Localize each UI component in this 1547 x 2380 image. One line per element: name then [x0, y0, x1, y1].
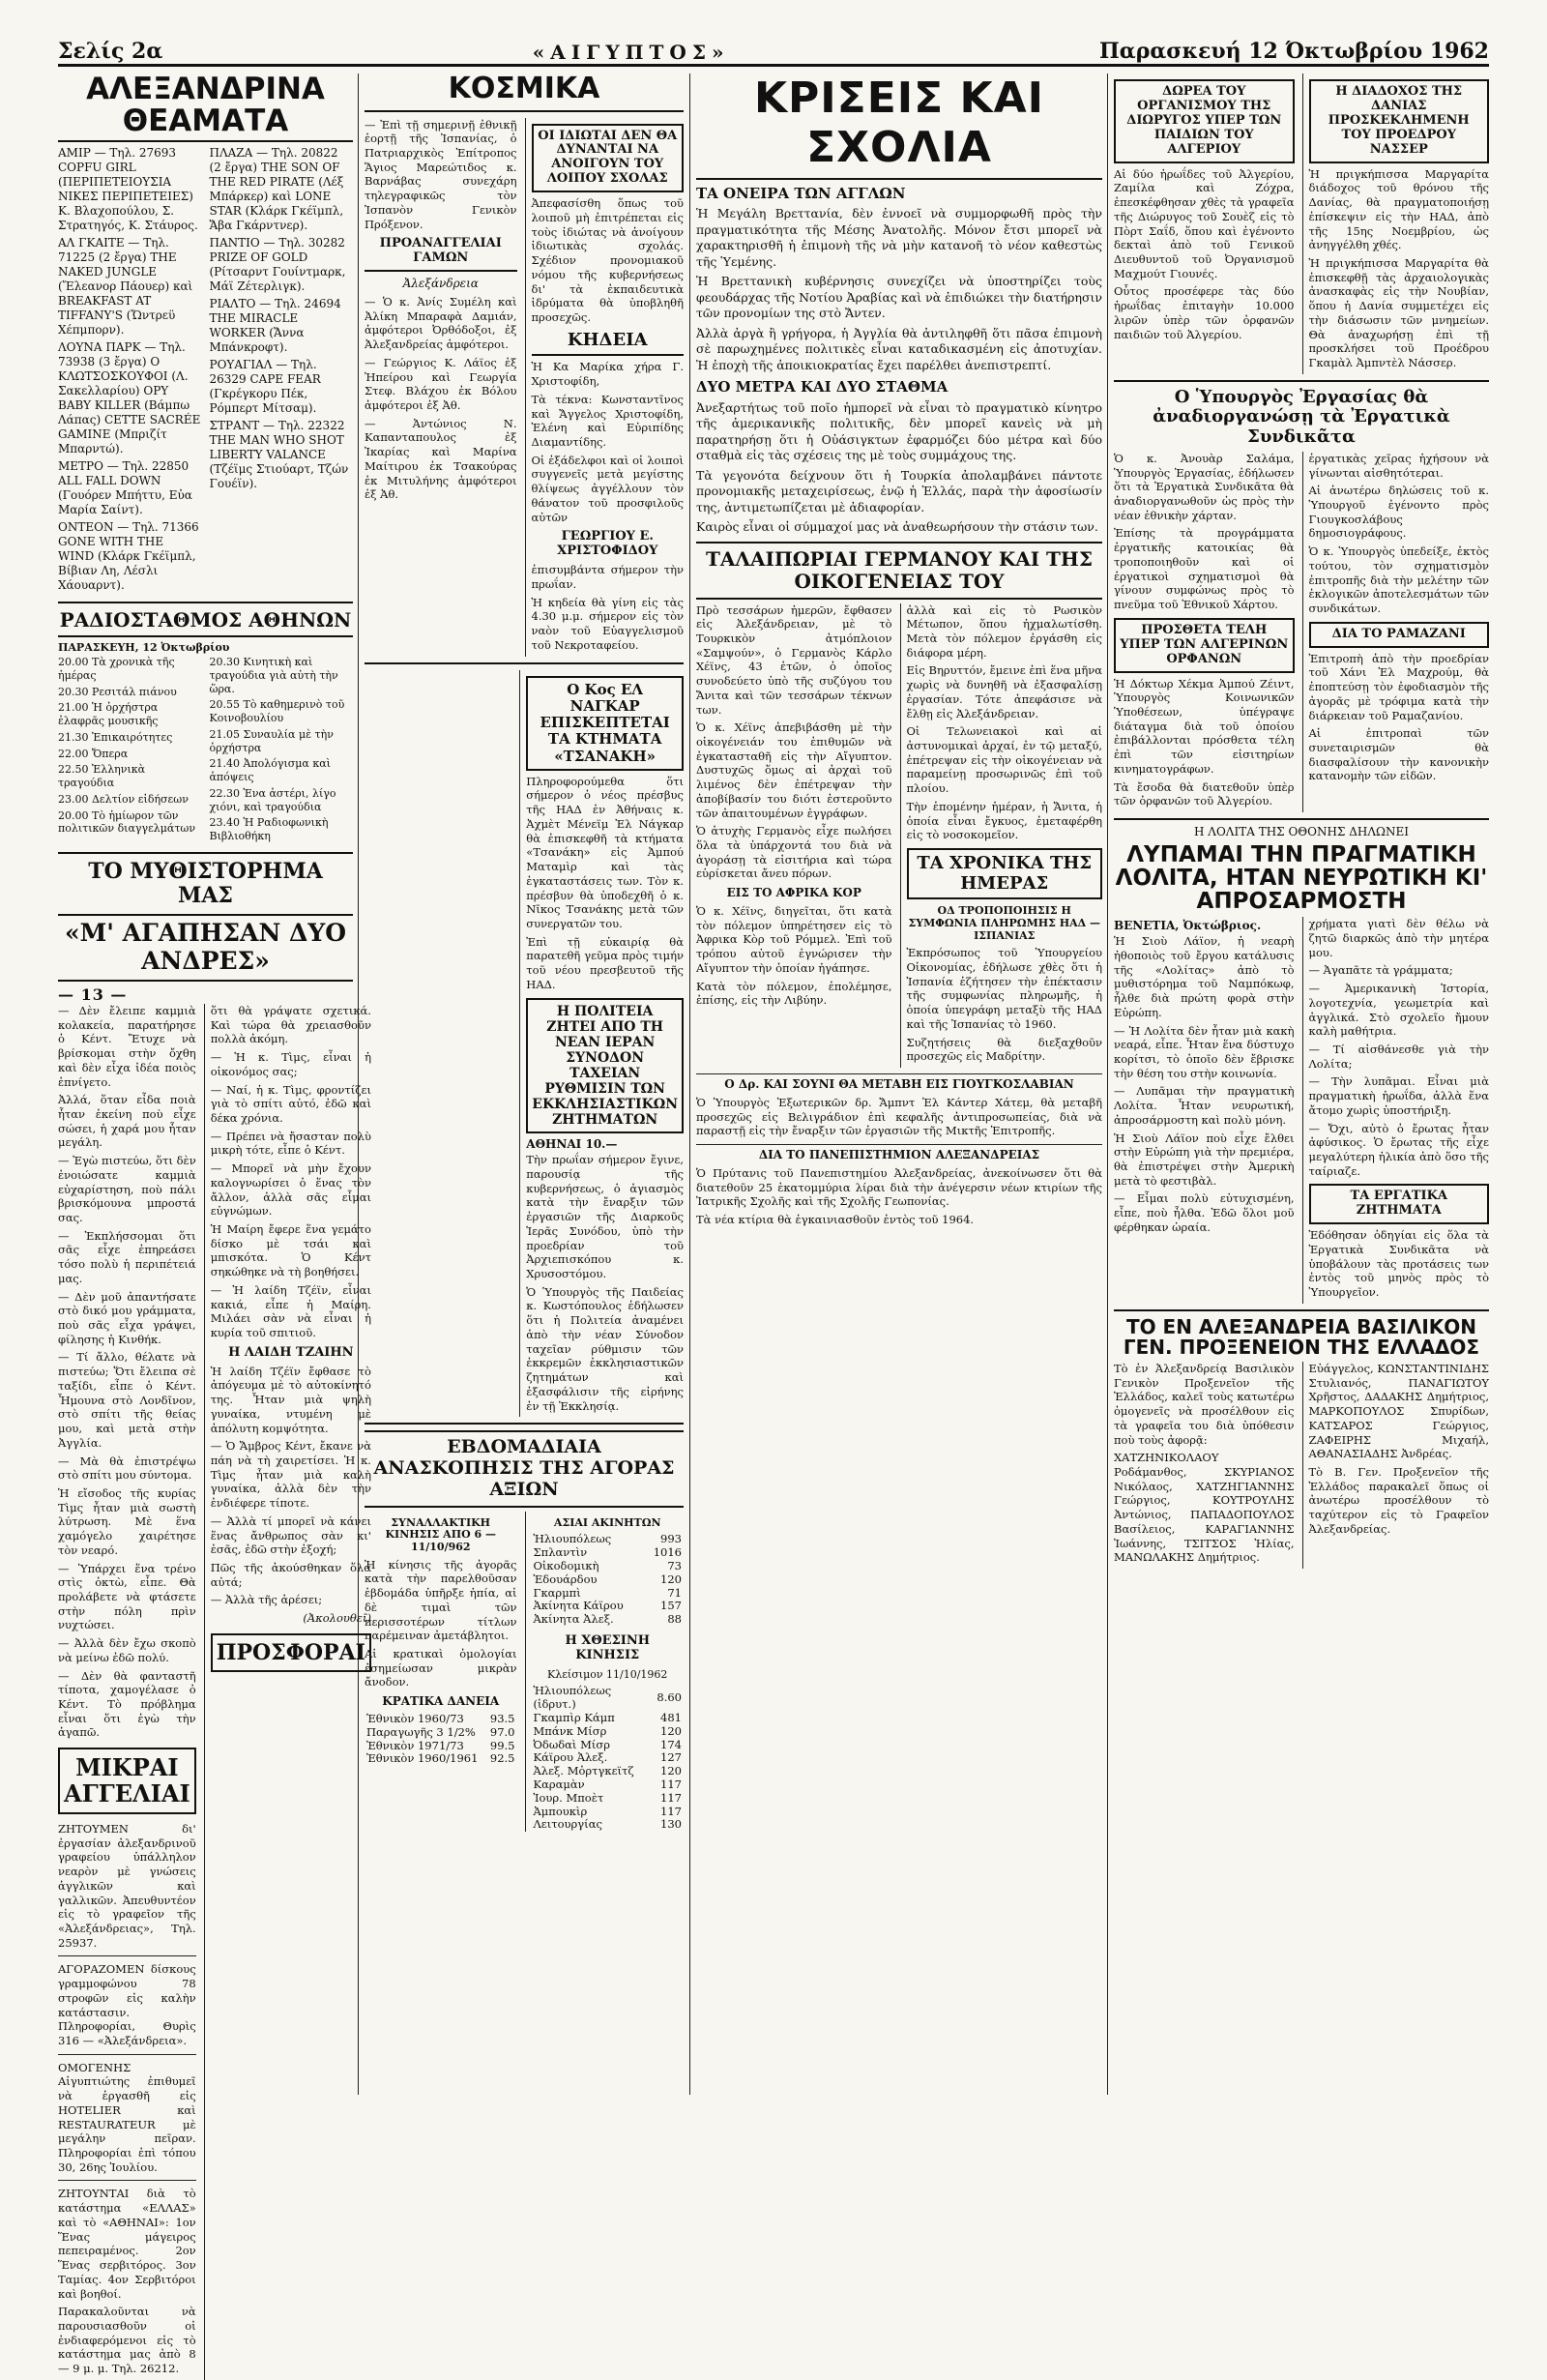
- novel-paragraph: — Ναί, ἡ κ. Τὶμς, φροντίζει γιὰ τὸ σπίτι αὐτό, ἐδῶ καὶ δέκα χρόνια.: [210, 1082, 371, 1125]
- german-story-paragraph: Εἰς Βηρυττόν, ἔμεινε ἐπὶ ἕνα μῆνα χωρὶς νὰ δυνηθῆ νὰ ἐξασφαλίσῃ ἐργασίαν. Τότε ἀπεφάσισε νὰ ἔλθῃ εἰς Ἀλεξάνδρειαν.: [906, 663, 1102, 720]
- ramadan-paragraph: Αἱ ἐπιτροπαὶ τῶν συνεταιρισμῶν θὰ διασφαλίσουν τὴν κανονικὴν κατανομὴν τῶν εἰδῶν.: [1308, 726, 1489, 783]
- funeral-title: ΚΗΔΕΙΑ: [532, 331, 685, 357]
- theatre-listing: ΡΟΥΑΓΙΑΛ — Τηλ. 26329 CAPE FEAR (Γκρέγκορυ Πέκ, Ρόμπερτ Μίτσαμ).: [209, 358, 321, 416]
- table-row: Ἐθνικὸν 1960/1961 92.5: [366, 1751, 515, 1766]
- lolita-story: [1114, 917, 1489, 1304]
- radio-item: 20.30 Κινητικὴ καὶ τραγούδια γιὰ αὐτὴ τὴν ὥρα.: [209, 656, 338, 695]
- idiotai-paragraph: Ἀπεφασίσθη ὅπως τοῦ λοιποῦ μὴ ἐπιτρέπεται εἰς τοὺς ἰδιώτας νὰ ἀνοίγουν ἰδιωτικὰς σχολάς. Σχέδιον προνομιακοῦ νόμου τῆς κυβερνήσεως δι' τὰ ἐκπαιδευτικὰ ἱδρύματα θὰ ὑποβληθῆ προσεχῶς.: [531, 196, 684, 324]
- consulate-paragraph: ΧΑΤΖΗΝΙΚΟΛΑΟΥ Ροδάμανθος, ΣΚΥΡΙΑΝΟΣ Νικόλαος, ΧΑΤΖΗΓΙΑΝΝΗΣ Γεώργιος, ΚΟΥΤΡΟΥΛΗΣ Ἀντώνιος, ΠΑΠΑΔΟΠΟΥΛΟΣ Βασίλειος, ΚΑΡΑΓΙΑΝΝΗΣ Ἰωάννης, ΤΣΙΤΣΟΣ Ἠλίας, ΜΑΝΩΛΑΚΗΣ Δημήτριος.: [1114, 1451, 1295, 1565]
- labour-paragraph: Ἐπίσης τὰ προγράμματα ἐργατικῆς κατοικίας θὰ τροποποιηθοῦν καὶ οἱ ἐργατικοὶ σχηματισμοὶ θὰ γίνουν συμφώνως πρὸς τὸ πνεῦμα τοῦ Ἐθνικοῦ Χάρτου.: [1114, 526, 1295, 611]
- german-story: [696, 603, 1102, 1069]
- radio-item: 23.00 Δελτίον εἰδήσεων: [58, 792, 189, 806]
- daily-movement-sub: Κλείσιμον 11/10/1962: [547, 1667, 668, 1681]
- stock-paragraph: Αἱ κρατικαὶ ὁμολογίαι ἐσημείωσαν μικρὰν ἄνοδον.: [365, 1646, 517, 1690]
- lolita-paragraph: — Τί αἰσθάνεσθε γιὰ τὴν Λολίτα;: [1308, 1042, 1489, 1071]
- labour-paragraph: Ὁ κ. Ἀνουὰρ Σαλάμα, Ὑπουργὸς Ἐργασίας, ἐδήλωσεν ὅτι τὰ Ἐργατικὰ Συνδικᾶτα θὰ ἀναδιοργανωθοῦν ὡς πρὸς τὴν νέαν ἐθνικὴν χάρταν.: [1114, 451, 1295, 522]
- theatre-listing: ΣΤΡΑΝΤ — Τηλ. 22322 THE MAN WHO SHOT LIBERTY VALANCE (Τζέϊμς Στιούαρτ, Τζών Γουέϊν).: [209, 419, 349, 491]
- novel-paragraph: Ἡ Μαίρη ἔφερε ἕνα γεμάτο δίσκο μὲ τσάι καὶ μπισκότα. Ὁ Κέντ σηκώθηκε νὰ τὴ βοηθήσει.: [210, 1222, 371, 1279]
- novel-paragraph: — Ἡ λαίδη Τζέϊν, εἶναι κακιά, εἶπε ἡ Μαίρη. Μιλάει σὰν νὰ εἶναι ἡ κυρία τοῦ σπιτιοῦ.: [210, 1282, 371, 1340]
- lolita-dateline: ΒΕΝΕΤΙΑ, Ὀκτώβριος.: [1114, 919, 1262, 933]
- masthead: [58, 41, 1489, 67]
- left-column: [58, 72, 371, 2376]
- novel-paragraph: — Πρέπει νὰ ἤσασταν πολὺ μικρὴ τότε, εἶπε ὁ Κέντ.: [210, 1129, 371, 1158]
- classified-ad: ΖΗΤΟΥΜΕΝ δι' ἐργασίαν ἀλεξανδρινοῦ γραφείου ὑπάλληλον νεαρὸν μὲ γνώσεις ἀγγλικῶν καὶ γαλλικῶν. Ἀπευθυντέον εἰς τὸ γραφεῖον τῆς «Ἀλεξάνδρειας», Τηλ. 25937.: [58, 1821, 196, 1950]
- radio-item: 22.00 Ὄπερα: [58, 747, 129, 760]
- theatre-listing: ΡΙΑΛΤΟ — Τηλ. 24694 THE MIRACLE WORKER (Ἄννα Μπάνκροφτ).: [209, 297, 341, 355]
- denmark-paragraph: Ἡ πριγκήπισσα Μαργαρίτα διάδοχος τοῦ θρόνου τῆς Δανίας, θὰ πραγματοποιήσῃ ἐπίσκεψιν εἰς τὴν ΗΑΔ, ἀπὸ τῆς 15ης Νοεμβρίου, ὡς ἀνηγγέλθη χθές.: [1308, 166, 1489, 252]
- stock-left-head: ΣΥΝΑΛΛΑΚΤΙΚΗ ΚΙΝΗΣΙΣ ΑΠΟ 6 — 11/10/962: [385, 1515, 496, 1554]
- labour-story: [1114, 452, 1489, 812]
- state-loans-table: [365, 1713, 517, 1766]
- german-story-title: ΤΑΛΑΙΠΩΡΙΑΙ ΓΕΡΜΑΝΟΥ ΚΑΙ ΤΗΣ ΟΙΚΟΓΕΝΕΙΑΣ ΤΟΥ: [696, 542, 1102, 600]
- theatre-listing: ΜΕΤΡΟ — Τηλ. 22850 ALL FALL DOWN (Γουόρεν Μπήττυ, Εὐα Μαρία Σαίντ).: [58, 459, 192, 517]
- novel-paragraph: Πῶς τῆς ἀκούσθηκαν ὅλα αὐτά;: [210, 1561, 371, 1589]
- funeral-paragraph: ἐπισυμβάντα σήμερον τὴν πρωΐαν.: [531, 563, 684, 591]
- editorial-heading: ΔΥΟ ΜΕΤΡΑ ΚΑΙ ΔΥΟ ΣΤΑΘΜΑ: [696, 378, 949, 397]
- lolita-paragraph: — Λυπᾶμαι τὴν πραγματικὴ Λολίτα. Ἦταν νευρωτική, ἀπροσάρμοστη καὶ πολὺ μόνη.: [1114, 1084, 1295, 1127]
- lolita-paragraph: χρήματα γιατὶ δὲν θέλω νὰ ζητῶ διαρκῶς ἀπὸ τὴν μητέρα μου.: [1308, 917, 1489, 959]
- german-story-paragraph: Ὁ ἀτυχὴς Γερμανὸς εἶχε πωλήσει ὅλα τὰ ὑπάρχοντά του διὰ νὰ ἀγοράσῃ τὰ εἰσιτήρια καὶ τώρα εὑρίσκεται ἄνευ πόρων.: [696, 824, 892, 881]
- radio-schedule: [58, 656, 353, 846]
- stock-title: ΕΒΔΟΜΑΔΙΑΙΑ ΑΝΑΣΚΟΠΗΣΙΣ ΤΗΣ ΑΓΟΡΑΣ ΑΞΙΩΝ: [365, 1430, 684, 1508]
- novel-paragraph: — Ἀλλὰ δὲν ἔχω σκοπὸ νὰ μείνω ἐδῶ πολύ.: [58, 1636, 196, 1664]
- novel-paragraph: — Μὰ θὰ ἐπιστρέψω στὸ σπίτι μου σύντομα.: [58, 1454, 196, 1483]
- lolita-paragraph: Ἡ Σιοὺ Λάϊον ποὺ εἶχε ἔλθει στὴν Εὐρώπη γιὰ τὴν πρεμιέρα, θὰ ἐπιστρέψει στὴν Ἀμερικὴ μετὰ τὸ φεστιβὰλ.: [1114, 1131, 1295, 1188]
- right-column: [1114, 73, 1489, 2097]
- editorial-paragraph: Τὰ γεγονότα δείχνουν ὅτι ἡ Τουρκία ἀπολαμβάνει πάντοτε προνομιακῆς μεταχειρίσεως, ἐνῷ ἡ Ἑλλάς, παρὰ τὴν ἀφοσίωσίν της, ἀντιμετωπίζεται μὲ ἀδιαφορίαν.: [696, 467, 1102, 514]
- labour-paragraph: ἐργατικὰς χεῖρας ἡχήσουν νὰ γίνωνται αἰσθητότεραι.: [1308, 451, 1489, 480]
- theatre-listing: ΑΛ ΓΚΑΙΤΕ — Τηλ. 71225 (2 ἔργα) THE NAKED JUNGLE (Ἔλεανορ Πάουερ) καὶ BREAKFAST AT TIFFANY'S (Ὤντρεϋ Χέπμπορν).: [58, 236, 193, 338]
- novel-paragraph: — Ἀλλὰ τί μπορεῖ νὰ κάνει ἕνας ἄνθρωπος σὰν κι' ἐσᾶς, ἐδῶ στὴν ἐξοχή;: [210, 1513, 371, 1557]
- radio-item: 22.30 Ἐνα ἀστέρι, λίγο χιόνι, καὶ τραγούδια: [209, 786, 336, 813]
- novel-paragraph: — Ἡ κ. Τὶμς, εἶναι ἡ οἰκονόμος σας;: [210, 1050, 371, 1078]
- editorial-paragraph: Ἡ Μεγάλη Βρεττανία, δὲν ἐννοεῖ νὰ συμμορφωθῆ πρὸς τὴν πραγματικότητα τῆς Μέσης Ἀνατολῆς. Μόνον ἔτσι μπορεῖ νὰ χαρακτηρισθῆ ἡ ἐπιμονὴ τῆς νὰ μὴν κατανοῆ τὸ νέον καθεστὼς τῆς Ὑεμένης.: [696, 206, 1102, 269]
- ramadan-title: ΔΙΑ ΤΟ ΡΑΜΑΖΑΝΙ: [1309, 622, 1490, 648]
- page-number: Σελίς 2α: [58, 39, 163, 64]
- novel-paragraph: — Ὑπάρχει ἕνα τρένο στὶς ὀκτὼ, εἶπε. Θὰ προλάβετε νὰ φτάσετε στὴν πόλη πρὶν νυχτώσει.: [58, 1561, 196, 1632]
- editorial-paragraph: Καιρὸς εἶναι οἱ σύμμαχοί μας νὰ ἀναθεωρήσουν τὴν στάσιν των.: [696, 519, 1098, 534]
- afrika-korps-paragraph: Ὁ κ. Χέϊνς, διηγεῖται, ὅτι κατὰ τὸν πόλεμον ὑπηρέτησεν εἰς τὸ Ἀφρικα Κὸρ τοῦ Ρόμμελ. Ἐπὶ τοῦ τρόπου αὐτοῦ ἐγνώρισεν τὴν Αἴγυπτον τὴν ὁποίαν ἠγάπησε.: [696, 903, 892, 975]
- novel-continued: (Ἀκολουθεῖ): [303, 1611, 371, 1626]
- paper-name: «ΑΙΓΥΠΤΟΣ»: [532, 41, 730, 64]
- radio-item: 20.00 Τὰ χρονικὰ τῆς ἡμέρας: [58, 656, 175, 682]
- table-row: Ἀκίνητα Ἀλεξ. 88: [533, 1612, 682, 1627]
- novel-serial: — 13 —: [58, 984, 128, 1004]
- consulate-paragraph: Εὐάγγελος, ΚΩΝΣΤΑΝΤΙΝΙΔΗΣ Στυλιανός, ΠΑΝΑΓΙΩΤΟΥ Χρῆστος, ΔΑΔΑΚΗΣ Δημήτριος, ΜΑΡΚΟΠΟΥΛΟΣ Σπυρίδων, ΚΑΤΣΑΡΟΣ Γεώργιος, ΖΑΦΕΙΡΗΣ Μιχαήλ, ΑΘΑΝΑΣΙΑΔΗΣ Ἀνδρέας.: [1308, 1361, 1489, 1461]
- labour-issues-paragraph: Ἐδόθησαν ὁδηγίαι εἰς ὅλα τὰ Ἐργατικὰ Συνδικᾶτα νὰ ὑποβάλουν τὰς προτάσεις των ἐντὸς τοῦ μηνὸς πρὸς τὸ Ὑπουργεῖον.: [1308, 1228, 1489, 1300]
- radio-item: 20.00 Τὸ ἡμίωρον τῶν πολιτικῶν διαγγελμάτων: [58, 808, 196, 836]
- consulate-paragraph: Τὸ ἐν Ἀλεξανδρείᾳ Βασιλικὸν Γενικὸν Προξενεῖον τῆς Ἑλλάδος, καλεῖ τοὺς κατωτέρω ὁμογενεῖς νὰ προσέλθουν εἰς τὰ γραφεῖα του διὰ ὑπόθεσιν ποὺ τοὺς ἀφορᾷ:: [1114, 1361, 1295, 1447]
- novel-title: ΤΟ ΜΥΘΙΣΤΟΡΗΜΑ ΜΑΣ: [88, 858, 323, 909]
- social-item: — Ἐπὶ τῇ σημερινῇ ἐθνικῇ ἑορτῇ τῆς Ἰσπανίας, ὁ Πατριαρχικὸς Ἐπίτροπος Ἅγιος Μαρεώτιδος κ. Βαρνάβας συνεχάρη τηλεγραφικῶς τὸν Ἰσπανὸν Γενικὸν Πρόξενον.: [365, 117, 517, 231]
- novel-paragraph: — Μπορεῖ νὰ μὴν ἔχουν καλογνωρίσει ὁ ἕνας τὸν ἄλλον, ἀλλὰ σᾶς εἶμαι εὐγνώμων.: [210, 1161, 371, 1219]
- offers-title: ΠΡΟΣΦΟΡΑΙ: [211, 1633, 371, 1672]
- classified-ad: ΑΓΟΡΑΖΟΜΕΝ δίσκους γραμμοφώνου 78 στροφῶν εἰς καλὴν κατάστασιν. Πληροφορίαι, Θυρὶς 316 — «Ἀλεξάνδρεια».: [58, 1962, 196, 2047]
- novel-body: [58, 1003, 371, 2380]
- nagkar-paragraph: Ἐπὶ τῇ εὐκαιρίᾳ θὰ παρατεθῆ γεῦμα πρὸς τιμήν τοῦ νέου πρεσβευτοῦ τῆς ΗΑΔ.: [526, 934, 684, 991]
- real-estate-table: [532, 1533, 685, 1627]
- engagements-title: ΠΡΟΑΝΑΓΓΕΛΙΑΙ ΓΑΜΩΝ: [365, 237, 517, 272]
- engagement: — Ἀντώνιος Ν. Καπανταπουλος ἐξ Ἰκαρίας καὶ Μαρίνα Μαίτιρου ἐκ Τσακούρας ἐκ Μιτυλήνης ἀμφότεροι ἐξ Ἀθ.: [365, 416, 517, 502]
- theatre-listing: ΛΟΥΝΑ ΠΑΡΚ — Τηλ. 73938 (3 ἔργα) Ο ΚΛΩΤΣΟΣΚΟΥΦΟΙ (Λ. Σακελλαρίου) ΟΡΥ BABY KILLER (Βάμπω Λάπας) CETTE SACRÉE GAMINE (Μπριζίτ Μπαρντώ).: [58, 340, 201, 456]
- right-top: [1114, 73, 1489, 374]
- column-rule: [1107, 73, 1108, 2095]
- lolita-paragraph: — Εἶμαι πολὺ εὐτυχισμένη, εἶπε, ποὺ ἦλθα. Ἐδῶ ὅλοι μοῦ φέρθηκαν ὡραία.: [1114, 1191, 1295, 1234]
- theatre-listing: ΑΜΙΡ — Τηλ. 27693 COPFU GIRL (ΠΕΡΙΠΕΤΕΙΟΥΣΙΑ ΝΙΚΕΣ ΠΕΡΙΠΕΤΕΙΕΣ) Κ. Βλαχοπούλου, Σ. Στρατηγός, Κ. Στάυρος.: [58, 146, 198, 233]
- consulate-paragraph: Τὸ Β. Γεν. Προξενεῖον τῆς Ἑλλάδος παρακαλεῖ ὅπως οἱ ἀνωτέρω προσέλθουν τὸ ταχύτερον εἰς τὸ Γραφεῖον Ἀλεξανδρείας.: [1308, 1464, 1489, 1536]
- table-row: Γκαμπὶρ Κάμπ 481: [533, 1711, 682, 1725]
- table-row: Ἀμπουκὶρ 117: [533, 1804, 682, 1818]
- german-story-paragraph: Οἱ Τελωνειακοὶ καὶ αἱ ἀστυνομικαὶ ἀρχαί, ἐν τῷ μεταξύ, ἐπέτρεψαν εἰς τὴν οἰκογένειαν νὰ παραμείνῃ προσωρινῶς ἐπὶ τοῦ πλοίου.: [906, 724, 1102, 796]
- table-row: Οἰκοδομικὴ 73: [533, 1558, 682, 1572]
- radio-day: ΠΑΡΑΣΚΕΥΗ, 12 Ὀκτωβρίου: [58, 641, 230, 655]
- idiotai-title: ΟΙ ΙΔΙΩΤΑΙ ΔΕΝ ΘΑ ΔΥΝΑΝΤΑΙ ΝΑ ΑΝΟΙΓΟΥΝ ΤΟΥ ΛΟΙΠΟΥ ΣΧΟΛΑΣ: [532, 124, 685, 193]
- lolita-paragraph: Ἡ Σιοὺ Λάϊον, ἡ νεαρὴ ἠθοποιὸς τοῦ ἔργου κατάλυσις τῆς «Λολίτας» ἀπὸ τὸ μυθιστόρημα τοῦ Ναμπόκωφ, ἦλθε διὰ πρώτη φορὰ στὴν Εὐρώπη.: [1114, 934, 1295, 1019]
- ramadan-paragraph: Ἐπιτροπὴ ἀπὸ τὴν προεδρίαν τοῦ Χάνι Ἐλ Μαχρούμ, θὰ ἐποπτεύσῃ τὸν ἐφοδιασμὸν τῆς ἀγορᾶς μὲ τρόφιμα κατὰ τὴν διάρκειαν τοῦ Ραμαζανίου.: [1308, 651, 1489, 722]
- surcharge-paragraph: Τὰ ἔσοδα θὰ διατεθοῦν ὑπὲρ τῶν ὀρφανῶν τοῦ Ἀλγερίου.: [1114, 779, 1295, 808]
- donation-paragraph: Αἱ δύο ἡρωΐδες τοῦ Ἀλγερίου, Ζαμίλα καὶ Ζόχρα, ἐπεσκέφθησαν χθὲς τὰ γραφεῖα τῆς Διώρυγος τοῦ Σουὲζ εἰς τὸ Πὸρτ Σαΐδ, ὅπου καὶ ἐγένοντο δεκταὶ ἀπὸ τοῦ Γενικοῦ Διευθυντοῦ τοῦ Ὀργανισμοῦ Μαχμούτ Γιουνές.: [1114, 166, 1295, 280]
- social-body: [365, 118, 684, 657]
- minister-trip-title: Ο Δρ. ΚΑΙ ΣΟΥΝΙ ΘΑ ΜΕΤΑΒΗ ΕΙΣ ΓΙΟΥΓΚΟΣΛΑΒΙΑΝ: [696, 1073, 1102, 1092]
- novel-paragraph: Ἡ λαίδη Τζέϊν ἔφθασε τὸ ἀπόγευμα μὲ τὸ αὐτοκίνητό της. Ἦταν μιὰ ψηλὴ γυναίκα, ντυμένη μὲ ἀπόλυτη κομψότητα.: [210, 1364, 371, 1435]
- minister-trip-paragraph: Ὁ Ὑπουργὸς Ἐξωτερικῶν δρ. Ἄμπντ Ἐλ Κάντερ Χάτεμ, θὰ μεταβῆ προσεχῶς εἰς Βελιγράδιον ἐπὶ κεφαλῆς ἀντιπροσωπείας, διὰ νὰ παραστῇ εἰς τὴν ἔναρξιν τῶν ἐργασιῶν τῆς Μικτῆς Ἐπιτροπῆς.: [696, 1095, 1102, 1138]
- synod-title: Η ΠΟΛΙΤΕΙΑ ΖΗΤΕΙ ΑΠΟ ΤΗ ΝΕΑΝ ΙΕΡΑΝ ΣΥΝΟΔΟΝ ΤΑΧΕΙΑΝ ΡΥΘΜΙΣΙΝ ΤΩΝ ΕΚΚΛΗΣΙΑΣΤΙΚΩΝ ΖΗΤΗΜΑΤΩΝ: [526, 998, 684, 1134]
- chronicle-paragraph: Ἐκπρόσωπος τοῦ Ὑπουργείου Οἰκονομίας, ἐδήλωσε χθὲς ὅτι ἡ Ἰσπανία ἐζήτησεν τὴν ἐπέκτασιν τῆς συμφωνίας πληρωμῆς, ἡ ὁποία ὑπεγράφη μεταξὺ τῆς ΗΑΔ καὶ τῆς Ἰσπανίας τὸ 1960.: [906, 946, 1102, 1031]
- german-story-paragraph: Ὁ κ. Χέϊνς ἀπεβιβάσθη μὲ τὴν οἰκογένειάν του ἐπιθυμῶν νὰ ἐγκατασταθῆ εἰς τὴν Αἴγυπτον. Δυστυχῶς ὅμως αἱ ἀρχαὶ τοῦ λιμένος δὲν ἐπέτρεψαν τὴν ἀποβίβασίν του διότι ἐστεροῦντο τῶν ἀπαιτουμένων ἐγγράφων.: [696, 720, 892, 820]
- editorial-title: ΚΡΙΣΕΙΣ ΚΑΙ ΣΧΟΛΙΑ: [753, 73, 1045, 172]
- table-row: Κάϊρου Ἀλεξ. 127: [533, 1750, 682, 1765]
- social-column: [365, 73, 684, 2097]
- theatre-listing: ΠΛΑΖΑ — Τηλ. 20822 (2 ἔργα) THE SON OF THE RED PIRATE (Λέξ Μπάρκερ) καὶ LONE STAR (Κλάρκ Γκέϊμπλ, Ἄβα Γκάρντνερ).: [209, 146, 344, 233]
- synod-paragraph: Ὁ Ὑπουργὸς τῆς Παιδείας κ. Κωστόπουλος ἐδήλωσεν ὅτι ἡ Πολιτεία ἀναμένει ἀπὸ τὴν νέαν Σύνοδον ταχεῖαν ρύθμισιν τῶν ἐκκρεμῶν ἐκκλησιαστικῶν ζητημάτων καὶ ἐξασφάλισιν τῆς εἰρήνης ἐν τῇ Ἐκκλησίᾳ.: [526, 1284, 684, 1413]
- donation-paragraph: Οὗτος προσέφερε τὰς δύο ἡρωΐδας ἐπιταγὴν 10.000 λιρῶν ὑπὲρ τῶν ὀρφανῶν παιδιῶν τοῦ Ἀλγερίου.: [1114, 284, 1295, 341]
- classified-ad: Παρακαλοῦνται νὰ παρουσιασθοῦν οἱ ἐνδιαφερόμενοι εἰς τὸ κατάστημα μας ἀπὸ 8 — 9 μ. μ. Τηλ. 26212.: [58, 2305, 196, 2376]
- stock-review: [365, 1512, 684, 1833]
- table-row: Ἀκίνητα Κάϊρου 157: [533, 1599, 682, 1613]
- university-paragraph: Ὁ Πρύτανις τοῦ Πανεπιστημίου Ἀλεξανδρείας, ἀνεκοίνωσεν ὅτι θὰ διατεθοῦν 25 ἑκατομμύρια λίραι διὰ τὴν ἀνέγερσιν νέων κτιρίων τῆς Ἰατρικῆς Σχολῆς καὶ τῆς Σχολῆς Γεωπονίας.: [696, 1165, 1102, 1209]
- labour-paragraph: Ὁ κ. Ὑπουργὸς ὑπεδείξε, ἐκτὸς τούτου, τὸν σχηματισμὸν ἐπιτροπῆς διὰ τὴν μελέτην τῶν ἐκλογικῶν ἀποτελεσμάτων τῶν συνδικάτων.: [1308, 544, 1489, 615]
- lolita-paragraph: — Ἀγαπᾶτε τὰ γράμματα;: [1308, 963, 1453, 978]
- denmark-title: Η ΔΙΑΔΟΧΟΣ ΤΗΣ ΔΑΝΙΑΣ ΠΡΟΣΚΕΚΛΗΜΕΝΗ ΤΟΥ ΠΡΟΕΔΡΟΥ ΝΑΣΣΕΡ: [1309, 79, 1490, 163]
- novel-paragraph: — Δὲν θὰ φανταστῆ τίποτα, χαμογέλασε ὁ Κέντ. Τὸ πρόβλημα εἶναι ὅτι ἐγὼ τὴν ἀγαπῶ.: [58, 1668, 196, 1740]
- novel-paragraph: — Ἐγὼ πιστεύω, ὅτι δὲν ἐνοιώσατε καμμιὰ εὐχαρίστηση, ποὺ πάλι βρισκόμουνα μπροστά σας.: [58, 1154, 196, 1224]
- stock-right-head: ΑΣΙΑΙ ΑΚΙΝΗΤΩΝ: [553, 1515, 661, 1529]
- labour-issues-title: ΤΑ ΕΡΓΑΤΙΚΑ ΖΗΤΗΜΑΤΑ: [1309, 1184, 1490, 1224]
- classified-ad: ΖΗΤΟΥΝΤΑΙ διὰ τὸ κατάστημα «ΕΛΛΑΣ» καὶ τὸ «ΑΘΗΝΑΙ»: 1ον Ἕνας μάγειρος πεπειραμένος. 2ον Ἕνας σερβιτόρος. 3ον Ταμίας. 4ον Σερβιτόροι καὶ βοηθοί.: [58, 2187, 196, 2301]
- classified-ad: ΟΜΟΓΕΝΗΣ Αἰγυπτιώτης ἐπιθυμεῖ νὰ ἐργασθῆ εἰς HOTELIER καὶ RESTAURATEUR μὲ μεγάλην πεῖραν. Πληροφορίαι ἐπὶ τόπου 30, 26ης Ἰουλίου.: [58, 2060, 196, 2174]
- afrika-korps-paragraph: Κατὰ τὸν πόλεμον, ἐπολέμησε, ἐπίσης, εἰς τὴν Λιβύην.: [696, 979, 892, 1008]
- editorial-heading: ΤΑ ΟΝΕΙΡΑ ΤΩΝ ΑΓΓΛΩΝ: [696, 185, 906, 202]
- engagement: — Γεώργιος Κ. Λάϊος ἐξ Ἠπείρου καὶ Γεωργία Στεφ. Βλάχου ἐκ Βόλου ἀμφότεροι ἐξ Ἀθ.: [365, 355, 517, 412]
- lolita-title: ΛΥΠΑΜΑΙ ΤΗΝ ΠΡΑΓΜΑΤΙΚΗ ΛΟΛΙΤΑ, ΗΤΑΝ ΝΕΥΡΩΤΙΚΗ ΚΙ' ΑΠΡΟΣΑΡΜΟΣΤΗ: [1115, 841, 1488, 915]
- surcharge-paragraph: Ἡ Δόκτωρ Χέκμα Ἀμπού Ζέιντ, Ὑπουργὸς Κοινωνικῶν Ὑποθέσεων, ὑπέγραψε διάταγμα διὰ τοῦ ὁποίου ἐπιβάλλονται πρόσθετα τέλη ἐπὶ τῶν εἰσιτηρίων κινηματογράφων.: [1114, 676, 1295, 776]
- table-row: Παραγωγῆς 3 1/2% 97.0: [366, 1724, 515, 1739]
- column-rule: [689, 73, 690, 2095]
- lolita-paragraph: — Ἀμερικανικὴ Ἱστορία, λογοτεχνία, γεωμετρία καὶ ἀγγλικά. Στὸ σχολεῖο ἤμουν καλὴ μαθήτρια.: [1308, 982, 1489, 1039]
- denmark-paragraph: Ἡ πριγκήπισσα Μαργαρίτα θὰ ἐπισκεφθῇ τὰς ἀρχαιολογικὰς ἀνασκαφὰς εἰς τὴν Νουβίαν, ὅπου ἡ Δανία συμμετέχει εἰς τὴν διάσωσιν τῶν μνημείων. Θὰ ἀναχωρήσῃ ἐπὶ τῇ προσκλήσει τοῦ Προέδρου Γκαμὰλ Ἀμπντὲλ Νάσσερ.: [1308, 256, 1489, 370]
- social-title: ΚΟΣΜΙΚΑ: [448, 72, 600, 105]
- consulate-title: ΤΟ ΕΝ ΑΛΕΞΑΝΔΡΕΙΑ ΒΑΣΙΛΙΚΟΝ ΓΕΝ. ΠΡΟΞΕΝΕΙΟΝ ΤΗΣ ΕΛΛΑΔΟΣ: [1123, 1314, 1480, 1359]
- table-row: Μπάνκ Μίσρ 120: [533, 1723, 682, 1738]
- nagkar-title: Ο Κος ΕΛ ΝΑΓΚΑΡ ΕΠΙΣΚΕΠΤΕΤΑΙ ΤΑ ΚΤΗΜΑΤΑ «ΤΣΑΝΑΚΗ»: [526, 676, 684, 771]
- table-row: Σπλαντὶν 1016: [533, 1545, 682, 1560]
- table-row: Καραμὰν 117: [533, 1778, 682, 1792]
- state-loans-title: ΚΡΑΤΙΚΑ ΔΑΝΕΙΑ: [382, 1694, 500, 1709]
- radio-item: 20.55 Τὸ καθημερινὸ τοῦ Κοινοβουλίου: [209, 698, 345, 725]
- funeral-paragraph: Ἡ Κα Μαρίκα χήρα Γ. Χριστοφίδη,: [531, 360, 684, 389]
- theatres-listings: [58, 146, 353, 596]
- radio-item: 21.30 Ἐπικαιρότητες: [58, 730, 173, 744]
- radio-item: 21.00 Ἡ ὀρχήστρα ἐλαφρᾶς μουσικῆς: [58, 701, 159, 728]
- theatre-listing: ΠΑΝΤΙΟ — Τηλ. 30282 PRIZE OF GOLD (Ρίτσαρντ Γουίντμαρκ, Μάϊ Ζέτερλιγκ).: [209, 236, 346, 294]
- editorial-paragraph: Ἀνεξαρτήτως τοῦ ποῖο ἡμπορεῖ νὰ εἶναι τὸ πραγματικὸ κίνητρο τῆς ἀμερικανικῆς πολιτικῆς, δὲν μπορεῖ κανεὶς νὰ μὴ παρατηρήσῃ ὅτι ἡ Οὐάσιγκτων ἐφαρμόζει δύο μέτρα καὶ δύο σταθμὰ εἰς τὰς σχέσεις της μὲ τοὺς συμμάχους της.: [696, 399, 1102, 462]
- radio-item: 21.40 Ἀπολόγισμα καὶ ἀπόψεις: [209, 757, 331, 784]
- lolita-kicker: Η ΛΟΛΙΤΑ ΤΗΣ ΟΘΟΝΗΣ ΔΗΛΩΝΕΙ: [1194, 825, 1409, 838]
- daily-movement-table: [532, 1685, 685, 1832]
- theatres-title: ΑΛΕΞΑΝΔΡΙΝΑ ΘΕΑΜΑΤΑ: [58, 73, 353, 142]
- table-row: Ἀλεξ. Μὀρτγκεϊτζ 120: [533, 1764, 682, 1778]
- university-paragraph: Τὰ νέα κτίρια θὰ ἐγκαινιασθοῦν ἐντὸς τοῦ 1964.: [696, 1212, 975, 1226]
- daily-movement-title: Η ΧΘΕΣΙΝΗ ΚΙΝΗΣΙΣ: [565, 1632, 651, 1662]
- chronicle-paragraph: Συζητήσεις θὰ διεξαχθοῦν προσεχῶς εἰς Μαδρίτην.: [906, 1035, 1102, 1064]
- funeral-paragraph: Τὰ τέκνα: Κωνσταντῖνος καὶ Ἄγγελος Χριστοφίδη, Ἐλένη καὶ Εὐριπίδης Διαμαντίδης.: [531, 392, 684, 449]
- novel-paragraph: — Τί ἄλλο, θέλατε νὰ πιστεύω; Ὅτι ἔλειπα σὲ ταξίδι, εἶπε ὁ Κέντ. Ἦμουνα στὸ Λονδῖνον, στὸ σπίτι τῆς θείας μου, καὶ μετὰ στὴν Ἀγγλία.: [58, 1350, 196, 1450]
- donation-title: ΔΩΡΕΑ ΤΟΥ ΟΡΓΑΝΙΣΜΟΥ ΤΗΣ ΔΙΩΡΥΓΟΣ ΥΠΕΡ ΤΩΝ ΠΑΙΔΙΩΝ ΤΟΥ ΑΛΓΕΡΙΟΥ: [1114, 79, 1295, 163]
- editorial-paragraph: Ἀλλὰ ἀργὰ ἢ γρήγορα, ἡ Ἀγγλία θὰ ἀντιληφθῆ ὅτι πᾶσα ἐπιμονὴ σὲ παρωχημένες πολιτικὲς εἶναι καταδικασμένη εἰς ἀποτυχίαν. Ἡ ἐποχὴ τῆς ἀποικιοκρατίας ἔχει παρέλθει ἀνεπιστρεπτί.: [696, 325, 1102, 372]
- novel-paragraph: — Ἐκπλήσσομαι ὅτι σᾶς εἶχε ἐπηρεάσει τόσο πολὺ ἡ περιπέτειά μας.: [58, 1228, 196, 1285]
- editorial-paragraph: Ἡ Βρεττανικὴ κυβέρνησις συνεχίζει νὰ ὑποστηρίζει τοὺς φεουδάρχας τῆς Νοτίου Ἀραβίας καὶ νὰ ἐπιδιώκει τὴν διατήρησιν τῶν προνομίων της στὸ Ἄντεν.: [696, 274, 1102, 321]
- chronicle-subtitle: ΟΔ ΤΡΟΠΟΠΟΙΗΣΙΣ Η ΣΥΜΦΩΝΙΑ ΠΛΗΡΩΜΗΣ ΗΑΔ — ΙΣΠΑΝΙΑΣ: [908, 904, 1101, 942]
- novel-paragraph: — Δὲν μοῦ ἀπαντήσατε στὸ δικό μου γράμματα, ποὺ σᾶς εἶχα γράψει, φίλησης ἡ Κινθήκ.: [58, 1289, 196, 1346]
- table-row: Γκαρμπὶ 71: [533, 1585, 682, 1600]
- radio-item: 20.30 Ρεσιτάλ πιάνου: [58, 685, 177, 698]
- german-story-paragraph: ἀλλὰ καὶ εἰς τὸ Ρωσικὸν Μέτωπον, ὅπου ἠχμαλωτίσθη. Μετὰ τὸν πόλεμον ἐργάσθη εἰς διάφορα μέρη.: [906, 602, 1102, 660]
- labour-title: Ο Ὑπουργὸς Ἐργασίας θὰ ἀναδιοργανώσῃ τὰ Ἐργατικὰ Συνδικᾶτα: [1153, 386, 1450, 448]
- table-row: Ἰουρ. Μποὲτ 117: [533, 1790, 682, 1805]
- radio-item: 21.05 Συναυλία μὲ τὴν ὀρχήστρα: [209, 727, 334, 754]
- funeral-name: ΓΕΩΡΓΙΟΥ Ε. ΧΡΙΣΤΟΦΙΔΟΥ: [557, 529, 658, 559]
- table-row: Ἡλιουπόλεως 993: [533, 1532, 682, 1546]
- synod-paragraph: Τὴν πρωΐαν σήμερον ἔγινε, παρουσίᾳ τῆς κυβερνήσεως, ὁ ἁγιασμὸς κατὰ τὴν ἔναρξιν τῶν ἐργασιῶν τῆς Διαρκοῦς Ἱερᾶς Συνόδου, ὑπὸ τὴν προεδρίαν τοῦ Ἀρχιεπισκόπου κ. Χρυσοστόμου.: [526, 1153, 684, 1281]
- labour-paragraph: Αἱ ἀνωτέρω δηλώσεις τοῦ κ. Ὑπουργοῦ ἐγένοντο πρὸς Γιουγκοσλάβους δημοσιογράφους.: [1308, 484, 1489, 541]
- table-row: Ὀδωδαὶ Μίσρ 174: [533, 1737, 682, 1751]
- issue-date: Παρασκευή 12 Όκτωβρίου 1962: [1098, 39, 1489, 64]
- novel-paragraph: ὅτι θὰ γράψατε σχετικά. Καὶ τώρα θὰ χρειασθοῦν πολλὰ ἀκόμη.: [210, 1003, 371, 1046]
- lolita-paragraph: — Τὴν λυπᾶμαι. Εἶναι μιὰ πραγματικὴ ἡρωΐδα, ἀλλὰ ἕνα ἄτομο χωρὶς ὑποστήριξη.: [1308, 1074, 1489, 1117]
- novel-subheading: Η ΛΑΙΔΗ ΤΖΑΙΗΝ: [228, 1344, 354, 1360]
- afrika-korps-title: ΕΙΣ ΤΟ ΑΦΡΙΚΑ ΚΟΡ: [726, 886, 861, 900]
- table-row: Ἐθνικὸν 1971/73 99.5: [366, 1738, 515, 1752]
- university-title: ΔΙΑ ΤΟ ΠΑΝΕΠΙΣΤΗΜΙΟΝ ΑΛΕΞΑΝΔΡΕΙΑΣ: [696, 1144, 1102, 1162]
- social-lower: [365, 670, 684, 1418]
- novel-paragraph: Ἀλλά, ὅταν εἶδα ποιὰ ἦταν ἐκείνη ποὺ εἶχε σώσει, ἡ χαρά μου ἦταν μεγάλη.: [58, 1093, 196, 1150]
- german-story-paragraph: Πρὸ τεσσάρων ἡμερῶν, ἔφθασεν εἰς Ἀλεξάνδρειαν, μὲ τὸ Τουρκικὸν ἀτμόπλοιον «Σαμψούν», ὁ Γερμανὸς Κάρλο Χέϊνς, 43 ἐτῶν, ὁ ὁποῖος συνοδεύετο ὑπὸ τῆς συζύγου του Ἄνιτα καὶ τῶν τεσσάρων τέκνων των.: [696, 602, 892, 717]
- novel-subtitle: «Μ' ΑΓΑΠΗΣΑΝ ΔΥΟ ΑΝΔΡΕΣ»: [58, 914, 353, 982]
- table-row: Ἡλιουπόλεως (ἱδρυτ.) 8.60: [533, 1684, 682, 1712]
- nagkar-paragraph: Πληροφορούμεθα ὅτι σήμερον ὁ νέος πρέσβυς τῆς ΗΑΔ ἐν Ἀθήναις κ. Ἀχμὲτ Μένεϊμ Ἐλ Νάγκαρ θὰ ἐπισκεφθῆ τὰ κτήματα «Τσανάκη» εἰς Ἀμπού Ματαμὶρ καὶ τὰς ἐγκαταστάσεις των. Τὸν κ. πρέσβυν θὰ ὑποδεχθῆ ὁ κ. Νῖκος Τσανάκης μετὰ τῶν συνεργατῶν του.: [526, 774, 684, 930]
- engagements-place: Ἀλεξάνδρεια: [402, 277, 479, 291]
- novel-paragraph: — Δὲν ἔλειπε καμμιὰ κολακεία, παρατήρησε ὁ Κέντ. Ἔτυχε νὰ βρίσκομαι στὴν ὄχθη καὶ δὲν εἶχα ἰδέα ποιὸς ἐπνίγετο.: [58, 1003, 196, 1089]
- table-row: Ἐθνικὸν 1960/73 93.5: [366, 1711, 515, 1725]
- lolita-paragraph: — Ὄχι, αὐτὸ ὁ ἔρωτας ἦταν ἀφύσικος. Ὁ ἔρωτας τῆς εἶχε μεγαλύτερη ἡλικία ἀπὸ ὅσο τῆς ταίριαζε.: [1308, 1121, 1489, 1178]
- engagement: — Ὁ κ. Ἀνίς Συμέλη καὶ Ἀλίκη Μπαραφὰ Δαμιάν, ἀμφότεροι Ὀρθόδοξοι, ἐξ Ἀλεξανδρείας ἀμφότεροι.: [365, 294, 517, 352]
- surcharge-title: ΠΡΟΣΘΕΤΑ ΤΕΛΗ ΥΠΕΡ ΤΩΝ ΑΛΓΕΡΙΝΩΝ ΟΡΦΑΝΩΝ: [1114, 618, 1295, 673]
- novel-paragraph: — Ἀλλὰ τῆς ἀρέσει;: [210, 1593, 323, 1607]
- radio-title: ΡΑΔΙΟΣΤΑΘΜΟΣ ΑΘΗΝΩΝ: [58, 609, 353, 637]
- funeral-paragraph: Οἱ ἐξάδελφοι καὶ οἱ λοιποὶ συγγενεῖς μετὰ μεγίστης θλίψεως ἀγγέλλουν τὸν θάνατον τοῦ προσφιλοῦς αὐτῶν: [531, 453, 684, 524]
- chronicle-title: ΤΑ ΧΡΟΝΙΚΑ ΤΗΣ ΗΜΕΡΑΣ: [907, 848, 1103, 899]
- consulate-notice: [1114, 1362, 1489, 1569]
- german-story-paragraph: Τὴν ἑπομένην ἡμέραν, ἡ Ἄνιτα, ἡ ὁποία εἶναι ἔγκυος, ἐμεταφέρθη εἰς τὸ νοσοκομεῖον.: [906, 799, 1102, 842]
- table-row: Ἐδουάρδου 120: [533, 1572, 682, 1586]
- synod-dateline: ΑΘΗΝΑΙ 10.—: [526, 1137, 618, 1152]
- novel-paragraph: — Ὁ Ἄμβρος Κέντ, ἔκανε νὰ πάη νὰ τὴ χαιρετίσει. Ἡ κ. Τὶμς ἦταν μιὰ καλὴ γυναίκα, ἀλλὰ δὲν τὴν ἐνδιέφερε τίποτε.: [210, 1439, 371, 1511]
- lolita-paragraph: — Ἡ Λολίτα δὲν ἦταν μιὰ κακὴ νεαρά, εἶπε. Ἦταν ἕνα δύστυχο κορίτσι, τὸ ὁποῖο δὲν ἔβρισκε τὴν θέση του στὴν κοινωνία.: [1114, 1023, 1295, 1080]
- radio-item: 22.50 Ἑλληνικὰ τραγούδια: [58, 763, 146, 790]
- table-row: Λειτουργίας 130: [533, 1817, 682, 1832]
- novel-paragraph: Ἡ εἴσοδος τῆς κυρίας Τὶμς ἦταν μιὰ σωστὴ λύτρωση. Μὲ ἕνα χαμόγελο χαιρέτησε τὸν νεαρό.: [58, 1485, 196, 1557]
- funeral-paragraph: Ἡ κηδεία θὰ γίνη εἰς τὰς 4.30 μ.μ. σήμερον εἰς τὸν ναὸν τοῦ Εὐαγγελισμοῦ τοῦ Νεκροταφείου.: [531, 595, 684, 652]
- classifieds-title: ΜΙΚΡΑΙ ΑΓΓΕΛΙΑΙ: [58, 1748, 196, 1814]
- theatre-listing: ΟΝΤΕΟΝ — Τηλ. 71366 GONE WITH THE WIND (Κλάρκ Γκέϊμπλ, Βίβιαν Λη, Λέσλι Χάουαρντ).: [58, 520, 199, 593]
- radio-item: 23.40 Ἡ Ραδιοφωνικὴ Βιβλιοθήκη: [209, 816, 329, 843]
- editorial-column: [696, 73, 1102, 2097]
- stock-paragraph: Ἡ κίνησις τῆς ἀγορᾶς κατὰ τὴν παρελθοῦσαν ἑβδομάδα ὑπῆρξε ἡπία, αἱ δὲ τιμαὶ τῶν περισσοτέρων τίτλων παρέμειναν ἀμετάβλητοι.: [365, 1557, 517, 1643]
